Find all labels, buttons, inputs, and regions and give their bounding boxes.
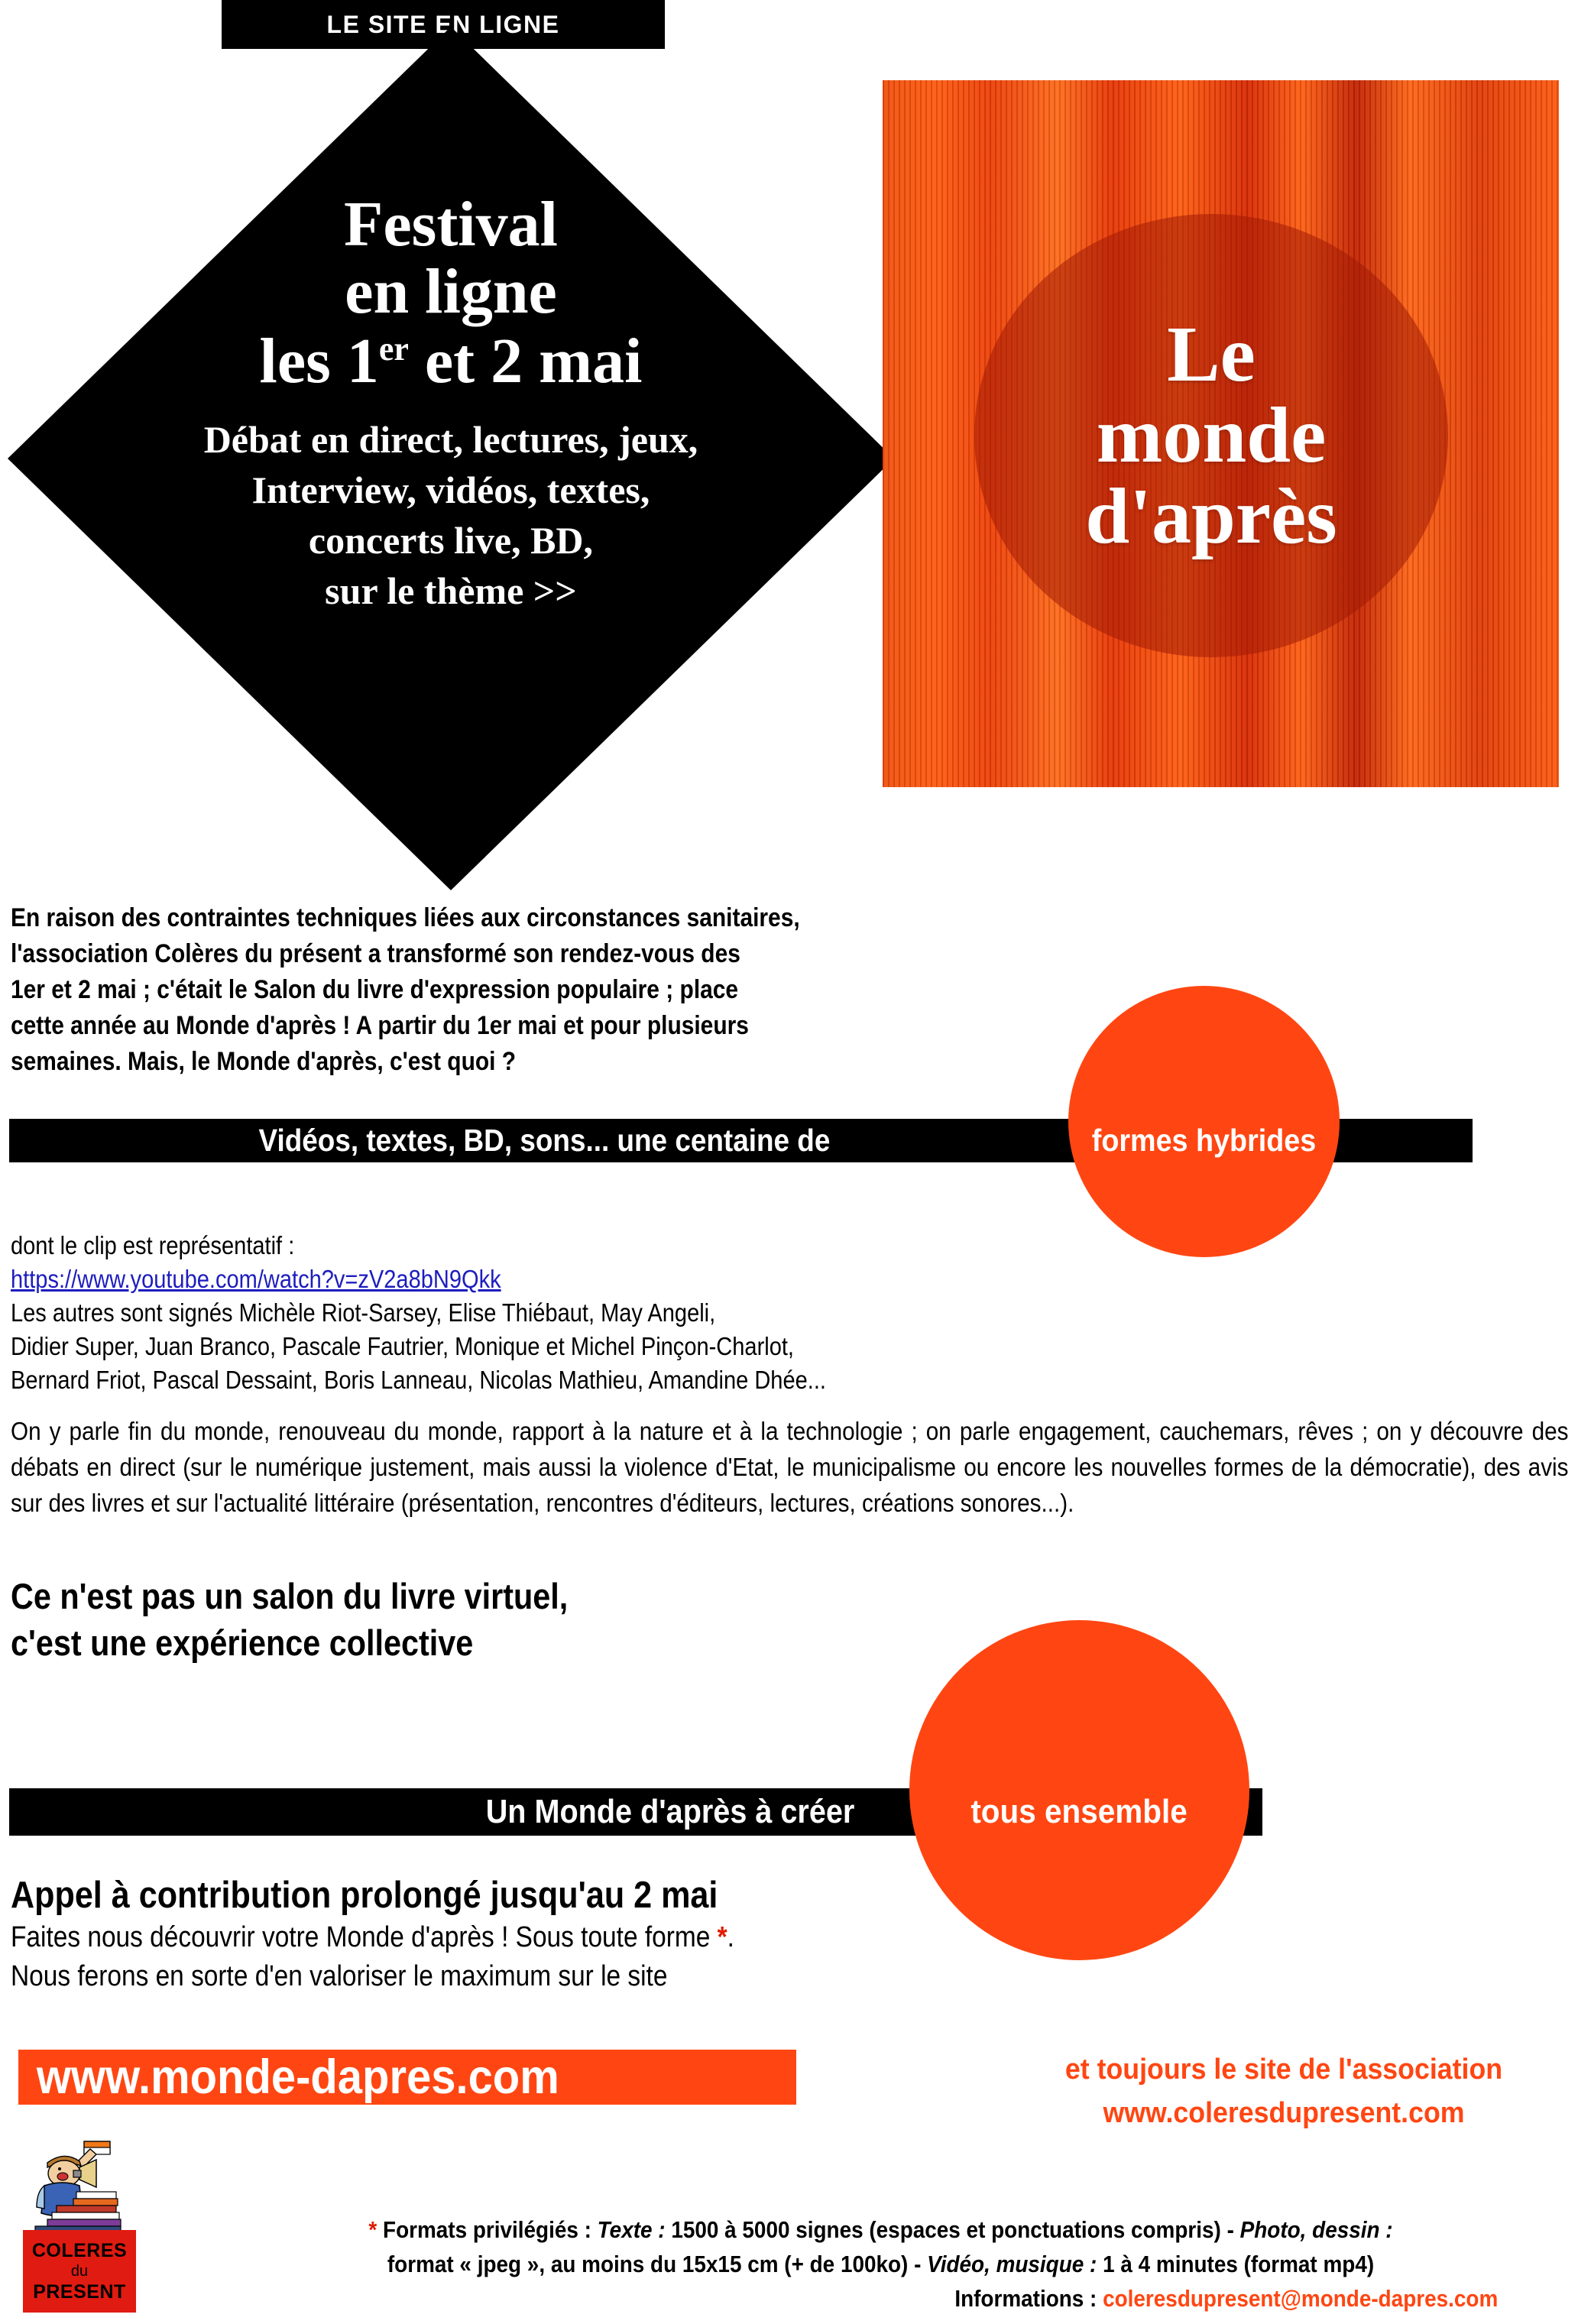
slogan-block bbox=[11, 1573, 928, 1666]
artwork-circle bbox=[974, 214, 1448, 657]
hero-subtitle bbox=[204, 414, 698, 616]
appel-line2: Nous ferons en sorte d'en valoriser le maximum sur le site bbox=[11, 1960, 668, 1993]
artwork-title-line3: d'après bbox=[1085, 472, 1337, 561]
footnote-block bbox=[195, 2213, 1567, 2316]
logo-line2: du bbox=[70, 2262, 89, 2280]
authors-line1: Les autres sont signés Michèle Riot-Sarsey, Elise Thiébaut, May Angeli, bbox=[11, 1298, 716, 1327]
header-label: LE SITE EN LIGNE bbox=[326, 11, 560, 38]
logo-name-box bbox=[23, 2230, 136, 2313]
hero-title-line2: en ligne bbox=[345, 256, 557, 328]
clip-block bbox=[11, 1229, 1096, 1396]
hero-diamond bbox=[8, 27, 894, 890]
footnote-informations-label: Informations : bbox=[954, 2284, 1103, 2312]
banner1-label: Vidéos, textes, BD, sons... une centaine de bbox=[258, 1123, 830, 1158]
appel-block bbox=[11, 1874, 1042, 1996]
intro-paragraph bbox=[11, 900, 1035, 1080]
assoc-site-block bbox=[1001, 2048, 1567, 2135]
slogan-line2: c'est une expérience collective bbox=[11, 1622, 474, 1664]
body-paragraph-block bbox=[11, 1414, 1568, 1522]
body-paragraph-text: On y parle fin du monde, renouveau du monde, rapport à la nature et à la technologie ; on parle engagement, cauchemars, rêves ; on y découvre des débats en direct (sur le numérique justement, mais aussi la violence d'Etat, le municipalisme ou encore les nouvelles formes de la démocratie), des avis sur des livres et sur l'actualité littéraire (présentation, rencontres d'éditeurs, lectures, créations sonores...). bbox=[11, 1417, 1569, 1517]
banner1-highlight: formes hybrides bbox=[1091, 1123, 1317, 1158]
footnote-l2-video: Vidéo, musique : bbox=[927, 2250, 1097, 2277]
hero-sub-line3: concerts live, BD, bbox=[308, 519, 594, 562]
circle2-label-wrap bbox=[909, 1788, 1249, 1836]
youtube-link[interactable]: https://www.youtube.com/watch?v=zV2a8bN9Qkk bbox=[11, 1264, 501, 1293]
footnote-line1 bbox=[264, 2213, 1499, 2248]
intro-line2: l'association Colères du présent a transformé son rendez-vous des bbox=[11, 938, 740, 968]
hero-date-post: et 2 mai bbox=[408, 326, 643, 397]
appel-line1-b: . bbox=[727, 1920, 734, 1953]
intro-line1: En raison des contraintes techniques liées aux circonstances sanitaires, bbox=[11, 903, 800, 932]
banner1-text-wrap bbox=[9, 1119, 1079, 1162]
hero-date-pre: les 1 bbox=[259, 326, 379, 397]
logo-line3: PRESENT bbox=[33, 2280, 126, 2303]
main-site-url[interactable]: www.monde-dapres.com bbox=[36, 2050, 559, 2104]
main-site-button[interactable] bbox=[18, 2050, 796, 2105]
banner2-text-wrap bbox=[9, 1788, 888, 1836]
appel-heading: Appel à contribution prolongé jusqu'au 2 mai bbox=[11, 1875, 718, 1916]
hero-sub-line2: Interview, vidéos, textes, bbox=[251, 468, 650, 512]
diamond-text-block bbox=[8, 27, 894, 890]
assoc-line2[interactable]: www.coleresdupresent.com bbox=[1103, 2097, 1465, 2129]
intro-line3: 1er et 2 mai ; c'était le Salon du livre d'expression populaire ; place bbox=[11, 974, 739, 1004]
footnote-line3 bbox=[264, 2282, 1499, 2316]
hero-sub-line1: Débat en direct, lectures, jeux, bbox=[203, 418, 698, 462]
footnote-asterisk: * bbox=[368, 2216, 377, 2243]
hero-title-line1: Festival bbox=[344, 189, 558, 260]
appel-line1 bbox=[11, 1918, 919, 1957]
footnote-l1-a: Formats privilégiés : bbox=[377, 2216, 598, 2243]
footnote-line2 bbox=[264, 2248, 1499, 2282]
megaphone-man-icon bbox=[17, 2140, 145, 2241]
footnote-l2-a: format « jpeg », au moins du 15x15 cm (+ de 100ko) - bbox=[387, 2250, 928, 2277]
authors-line3: Bernard Friot, Pascal Dessaint, Boris Lanneau, Nicolas Mathieu, Amandine Dhée... bbox=[11, 1365, 826, 1394]
banner2-label: Un Monde d'après à créer bbox=[485, 1793, 855, 1830]
artwork-title bbox=[1085, 310, 1337, 561]
hero-date-sup: er bbox=[378, 330, 409, 368]
clip-url-row[interactable] bbox=[11, 1262, 966, 1296]
contact-email[interactable]: coleresdupresent@monde-dapres.com bbox=[1103, 2284, 1499, 2312]
slogan-line1: Ce n'est pas un salon du livre virtuel, bbox=[11, 1576, 569, 1616]
footnote-l1-photo: Photo, dessin : bbox=[1239, 2216, 1393, 2243]
artwork-title-line2: monde bbox=[1096, 391, 1327, 479]
authors-line2: Didier Super, Juan Branco, Pascale Fautrier, Monique et Michel Pinçon-Charlot, bbox=[11, 1331, 794, 1360]
hero-sub-line4: sur le thème >> bbox=[325, 569, 577, 613]
circle1-label-wrap bbox=[1068, 1119, 1340, 1162]
footnote-l1-texte: Texte : bbox=[597, 2216, 666, 2243]
intro-line4: cette année au Monde d'après ! A partir du 1er mai et pour plusieurs bbox=[11, 1010, 749, 1040]
hero-title-line3 bbox=[260, 326, 643, 397]
artwork-title-line1: Le bbox=[1167, 310, 1256, 398]
coleres-du-present-logo bbox=[17, 2140, 145, 2314]
artwork-panel bbox=[883, 80, 1559, 787]
intro-line5: semaines. Mais, le Monde d'après, c'est quoi ? bbox=[11, 1046, 517, 1076]
footnote-l1-b: 1500 à 5000 signes (espaces et ponctuations compris) - bbox=[665, 2216, 1240, 2243]
banner2-highlight: tous ensemble bbox=[970, 1793, 1188, 1830]
clip-intro: dont le clip est représentatif : bbox=[11, 1231, 295, 1259]
appel-asterisk: * bbox=[717, 1920, 727, 1953]
logo-line1: COLERES bbox=[31, 2239, 128, 2261]
footnote-l2-b: 1 à 4 minutes (format mp4) bbox=[1097, 2250, 1375, 2277]
appel-line1-a: Faites nous découvrir votre Monde d'après ! Sous toute forme bbox=[11, 1920, 718, 1953]
assoc-line1: et toujours le site de l'association bbox=[1064, 2053, 1503, 2086]
